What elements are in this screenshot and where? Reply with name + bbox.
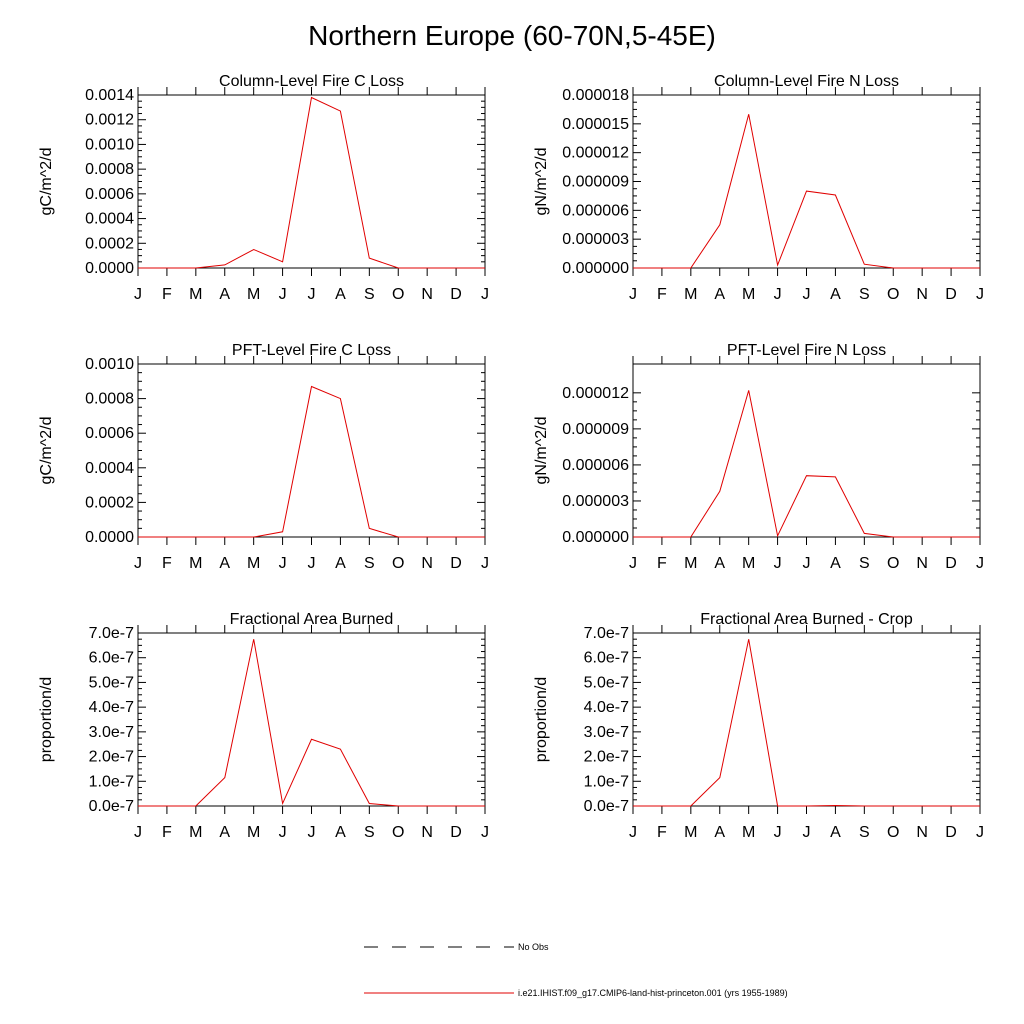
chart-panel-3 [38, 342, 489, 572]
x-tick-label: F [657, 555, 667, 572]
y-tick-label: 0.0004 [85, 459, 134, 477]
x-tick-label: D [450, 286, 462, 303]
x-tick-label: A [219, 824, 231, 841]
x-tick-label: O [392, 824, 405, 841]
x-tick-label: J [134, 824, 142, 841]
y-tick-label: 0.000018 [562, 87, 629, 104]
y-tick-label: 0.000015 [562, 115, 629, 133]
legend-model-line [364, 991, 514, 995]
x-tick-label: D [945, 286, 957, 303]
y-tick-label: 0.0012 [85, 111, 134, 129]
x-tick-label: M [247, 286, 261, 303]
chart-panel-1 [38, 73, 489, 303]
x-tick-label: F [162, 824, 172, 841]
x-tick-label: S [858, 555, 870, 572]
y-tick-label: 0.000000 [562, 529, 629, 546]
chart-title: PFT-Level Fire N Loss [726, 342, 887, 359]
x-tick-label: N [421, 555, 433, 572]
y-tick-label: 0.0008 [85, 161, 134, 179]
x-tick-label: J [976, 286, 984, 303]
x-tick-label: S [858, 286, 870, 303]
plot-frame [633, 364, 980, 537]
x-tick-label: F [657, 286, 667, 303]
x-tick-label: J [481, 824, 489, 841]
y-tick-label: 0.000009 [562, 173, 629, 191]
x-tick-label: N [916, 286, 928, 303]
x-tick-label: J [773, 824, 782, 841]
series-line [633, 114, 980, 268]
y-tick-label: 0.0000 [85, 529, 134, 546]
x-tick-label: J [278, 824, 287, 841]
y-tick-label: 0.0002 [85, 235, 134, 253]
chart-panel-2 [533, 73, 984, 303]
x-tick-label: A [830, 555, 841, 572]
y-tick-label: 0.000006 [562, 202, 629, 220]
legend-obs-label: No Obs [518, 942, 549, 952]
y-tick-label: 0.0000 [85, 260, 134, 277]
series-line [633, 390, 980, 537]
legend-item-model [364, 988, 788, 998]
x-tick-label: A [714, 824, 726, 841]
y-axis-label: gC/m^2/d [38, 147, 55, 216]
y-tick-label: 0.0e-7 [583, 798, 629, 815]
x-tick-label: D [450, 824, 462, 841]
y-tick-label: 0.000003 [562, 231, 629, 249]
x-tick-label: J [802, 555, 811, 572]
x-tick-label: A [335, 555, 346, 572]
y-tick-label: 0.000012 [562, 384, 629, 402]
legend [0, 930, 1024, 1020]
y-tick-label: 2.0e-7 [583, 748, 629, 766]
x-tick-label: M [189, 824, 203, 841]
x-tick-label: J [629, 824, 637, 841]
x-tick-label: J [278, 286, 287, 303]
x-tick-label: M [189, 286, 203, 303]
x-tick-label: D [945, 555, 957, 572]
y-tick-label: 0.000012 [562, 144, 629, 162]
y-tick-label: 6.0e-7 [583, 649, 629, 667]
x-tick-label: J [629, 286, 637, 303]
x-tick-label: J [134, 286, 142, 303]
x-tick-label: O [887, 286, 900, 303]
x-tick-label: M [742, 286, 756, 303]
x-tick-label: S [858, 824, 870, 841]
y-tick-label: 0.0006 [85, 185, 134, 203]
y-tick-label: 3.0e-7 [583, 723, 629, 741]
x-tick-label: J [802, 286, 811, 303]
chart-title: Column-Level Fire C Loss [219, 73, 404, 90]
y-axis-label: proportion/d [38, 676, 55, 763]
chart-panel-5 [38, 611, 489, 841]
x-tick-label: A [335, 824, 346, 841]
y-tick-label: 0.0004 [85, 210, 134, 228]
y-tick-label: 0.0010 [85, 136, 134, 154]
x-tick-label: F [162, 555, 172, 572]
y-tick-label: 0.0002 [85, 494, 134, 512]
y-tick-label: 2.0e-7 [88, 748, 134, 766]
x-tick-label: M [684, 286, 698, 303]
chart-title: Column-Level Fire N Loss [714, 73, 899, 90]
x-tick-label: S [363, 824, 375, 841]
x-tick-label: J [278, 555, 287, 572]
y-tick-label: 1.0e-7 [88, 773, 134, 791]
y-tick-label: 3.0e-7 [88, 723, 134, 741]
x-tick-label: S [363, 286, 375, 303]
x-tick-label: M [742, 555, 756, 572]
y-axis-label: proportion/d [533, 676, 550, 763]
y-tick-label: 0.000006 [562, 456, 629, 474]
y-tick-label: 0.0e-7 [88, 798, 134, 815]
x-tick-label: J [307, 286, 316, 303]
y-axis-label: gN/m^2/d [533, 416, 550, 485]
x-tick-label: O [392, 555, 405, 572]
y-tick-label: 5.0e-7 [88, 674, 134, 692]
y-tick-label: 4.0e-7 [88, 699, 134, 717]
legend-obs-line [364, 945, 514, 949]
series-line [138, 387, 485, 538]
x-tick-label: F [657, 824, 667, 841]
y-tick-label: 0.000000 [562, 260, 629, 277]
y-tick-label: 0.0008 [85, 390, 134, 408]
chart-panel-4 [533, 342, 984, 572]
y-tick-label: 0.0010 [85, 356, 134, 373]
x-tick-label: M [189, 555, 203, 572]
plot-frame [633, 95, 980, 268]
plot-frame [138, 364, 485, 537]
x-tick-label: J [773, 555, 782, 572]
x-tick-label: J [134, 555, 142, 572]
x-tick-label: J [976, 824, 984, 841]
x-tick-label: J [307, 824, 316, 841]
plot-frame [138, 95, 485, 268]
x-tick-label: N [421, 824, 433, 841]
x-tick-label: A [219, 555, 231, 572]
chart-panel-6 [533, 611, 984, 841]
y-tick-label: 5.0e-7 [583, 674, 629, 692]
chart-title: PFT-Level Fire C Loss [231, 342, 392, 359]
y-tick-label: 6.0e-7 [88, 649, 134, 667]
x-tick-label: J [481, 286, 489, 303]
x-tick-label: M [684, 555, 698, 572]
y-tick-label: 1.0e-7 [583, 773, 629, 791]
y-tick-label: 0.0014 [85, 87, 134, 104]
series-line [138, 639, 485, 806]
plot-frame [633, 633, 980, 806]
x-tick-label: A [335, 286, 346, 303]
x-tick-label: O [887, 824, 900, 841]
chart-title: Fractional Area Burned - Crop [700, 611, 913, 628]
x-tick-label: J [629, 555, 637, 572]
series-line [633, 639, 980, 806]
legend-item-obs [364, 942, 549, 952]
x-tick-label: M [742, 824, 756, 841]
x-tick-label: O [392, 286, 405, 303]
x-tick-label: A [714, 555, 726, 572]
x-tick-label: N [916, 824, 928, 841]
x-tick-label: F [162, 286, 172, 303]
series-line [138, 98, 485, 269]
x-tick-label: J [481, 555, 489, 572]
x-tick-label: S [363, 555, 375, 572]
x-tick-label: O [887, 555, 900, 572]
x-tick-label: M [684, 824, 698, 841]
y-tick-label: 7.0e-7 [583, 625, 629, 642]
x-tick-label: A [830, 824, 841, 841]
x-tick-label: A [830, 286, 841, 303]
y-tick-label: 0.000003 [562, 492, 629, 510]
y-tick-label: 0.0006 [85, 425, 134, 443]
x-tick-label: J [773, 286, 782, 303]
page-title: Northern Europe (60-70N,5-45E) [308, 20, 716, 51]
legend-model-label: i.e21.IHIST.f09_g17.CMIP6-land-hist-princeton.001 (yrs 1955-1989) [518, 988, 788, 998]
x-tick-label: N [916, 555, 928, 572]
x-tick-label: A [219, 286, 231, 303]
y-tick-label: 7.0e-7 [88, 625, 134, 642]
y-tick-label: 4.0e-7 [583, 699, 629, 717]
chart-title: Fractional Area Burned [229, 611, 394, 628]
x-tick-label: D [945, 824, 957, 841]
x-tick-label: J [307, 555, 316, 572]
x-tick-label: M [247, 555, 261, 572]
y-axis-label: gC/m^2/d [38, 416, 55, 485]
y-axis-label: gN/m^2/d [533, 147, 550, 216]
x-tick-label: A [714, 286, 726, 303]
plot-frame [138, 633, 485, 806]
x-tick-label: M [247, 824, 261, 841]
x-tick-label: N [421, 286, 433, 303]
y-tick-label: 0.000009 [562, 420, 629, 438]
x-tick-label: J [802, 824, 811, 841]
x-tick-label: D [450, 555, 462, 572]
x-tick-label: J [976, 555, 984, 572]
